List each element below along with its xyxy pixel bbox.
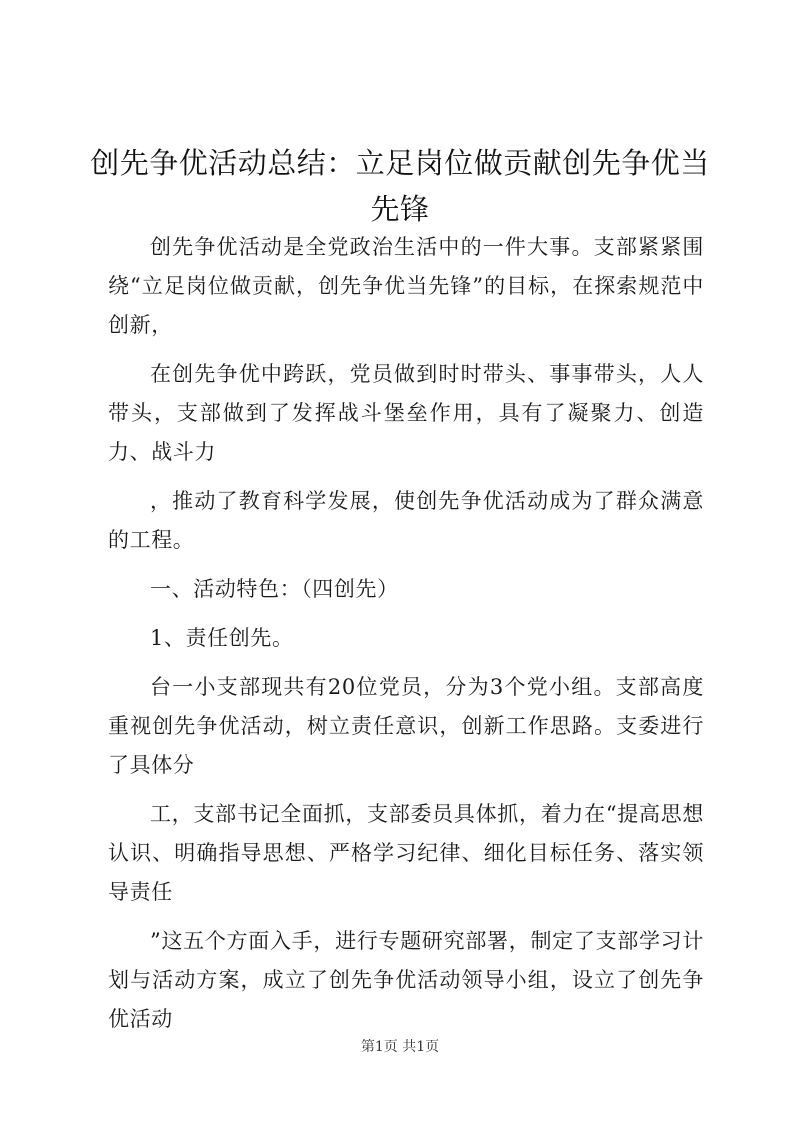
- paragraph: 台一小支部现共有20位党员，分为3个党小组。支部高度重视创先争优活动，树立责任意识，创新工作思路。支委进行了具体分: [108, 675, 704, 777]
- paragraph: 工，支部书记全面抓，支部委员具体抓，着力在“提高思想认识、明确指导思想、严格学习纪律、细化目标任务、落实领导责任: [108, 802, 704, 904]
- paragraph: 在创先争优中跨跃，党员做到时时带头、事事带头，人人带头，支部做到了发挥战斗堡垒作用，具有了凝聚力、创造力、战斗力: [108, 362, 704, 464]
- paragraph: ”这五个方面入手，进行专题研究部署，制定了支部学习计划与活动方案，成立了创先争优活动领导小组，设立了创先争优活动: [108, 929, 704, 1031]
- document-title: 创先争优活动总结：立足岗位做贡献创先争优当先锋: [90, 146, 710, 226]
- paragraph: ，推动了教育科学发展，使创先争优活动成为了群众满意的工程。: [108, 489, 704, 552]
- page-number-footer: 第1页 共1页: [360, 1039, 440, 1055]
- document-body: [108, 228, 704, 1049]
- section-heading: 一、活动特色：（四创先）: [150, 577, 399, 601]
- subsection-heading: 1、责任创先。: [150, 626, 294, 650]
- paragraph: 创先争优活动是全党政治生活中的一件大事。支部紧紧围绕“立足岗位做贡献，创先争优当先锋”的目标，在探索规范中创新，: [108, 235, 704, 337]
